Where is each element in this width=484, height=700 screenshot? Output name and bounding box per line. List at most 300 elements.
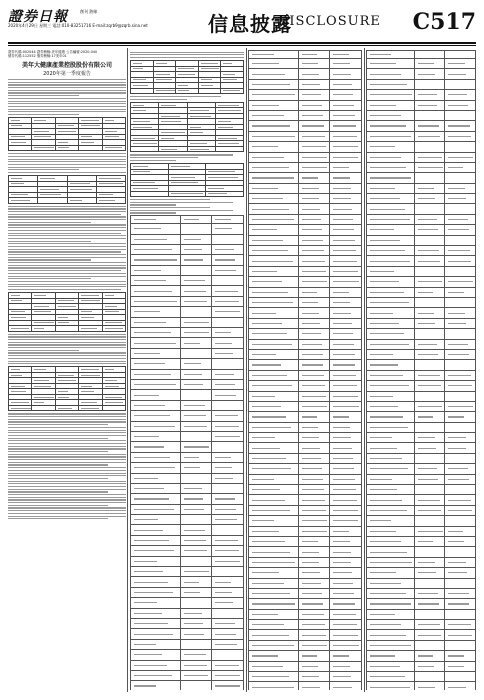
- table-cell: [131, 146, 159, 152]
- table-cell: [180, 515, 212, 525]
- table-cell: [414, 443, 445, 453]
- table-cell: [414, 505, 445, 515]
- table-cell: [298, 131, 330, 141]
- table-row: [9, 198, 126, 204]
- table-cell: [367, 557, 415, 567]
- table-cell: [445, 51, 476, 59]
- data-table: [8, 366, 126, 411]
- table-cell: [367, 90, 415, 100]
- table-row: [131, 234, 244, 244]
- table-cell: [445, 495, 476, 505]
- table-cell: [445, 121, 476, 131]
- table-cell: [414, 173, 445, 183]
- table-cell: [414, 578, 445, 588]
- column-report-text: [8, 50, 126, 690]
- text-line: [8, 456, 126, 457]
- table-cell: [367, 246, 415, 256]
- table-cell: [131, 234, 181, 244]
- table-row: [131, 286, 244, 296]
- table-cell: [445, 194, 476, 204]
- text-line: [130, 96, 221, 97]
- table-cell: [298, 69, 330, 79]
- statement-table: [248, 50, 362, 690]
- table-cell: [102, 405, 125, 411]
- table-cell: [445, 339, 476, 349]
- table-cell: [367, 609, 415, 619]
- table-cell: [131, 608, 181, 618]
- table-cell: [330, 266, 362, 276]
- table-row: [249, 121, 362, 131]
- table-cell: [445, 370, 476, 380]
- text-line: [8, 481, 126, 482]
- data-table: [8, 117, 126, 151]
- table-cell: [445, 505, 476, 515]
- text-line: [8, 478, 108, 479]
- table-cell: [180, 525, 212, 535]
- table-cell: [131, 296, 181, 306]
- table-cell: [414, 599, 445, 609]
- text-line: [130, 57, 244, 58]
- table-row: [249, 318, 362, 328]
- text-line: [8, 513, 126, 514]
- table-row: [131, 216, 244, 224]
- table-cell: [298, 620, 330, 630]
- table-row: [249, 391, 362, 401]
- table-cell: [298, 204, 330, 214]
- text-line: [8, 172, 126, 173]
- table-cell: [367, 110, 415, 120]
- table-cell: [330, 526, 362, 536]
- table-cell: [445, 297, 476, 307]
- table-cell: [367, 640, 415, 650]
- table-cell: [330, 422, 362, 432]
- table-row: [131, 317, 244, 327]
- table-cell: [249, 588, 299, 598]
- table-cell: [445, 90, 476, 100]
- text-line: [8, 464, 108, 465]
- table-cell: [330, 588, 362, 598]
- table-cell: [298, 433, 330, 443]
- table-cell: [249, 339, 299, 349]
- table-cell: [131, 411, 181, 421]
- table-cell: [298, 225, 330, 235]
- table-cell: [206, 191, 244, 197]
- table-cell: [131, 535, 181, 545]
- table-cell: [131, 276, 181, 286]
- text-line: [8, 219, 126, 220]
- table-cell: [131, 390, 181, 400]
- table-row: [131, 244, 244, 254]
- table-cell: [212, 369, 244, 379]
- table-row: [249, 131, 362, 141]
- table-row: [249, 349, 362, 359]
- table-cell: [212, 379, 244, 389]
- table-cell: [445, 453, 476, 463]
- table-row: [131, 681, 244, 690]
- text-line: [8, 491, 108, 492]
- table-cell: [445, 277, 476, 287]
- table-cell: [298, 505, 330, 515]
- table-row: [367, 142, 476, 152]
- table-row: [367, 235, 476, 245]
- income-statement-body: [366, 50, 476, 690]
- table-cell: [330, 505, 362, 515]
- table-row: [367, 401, 476, 411]
- table-cell: [298, 308, 330, 318]
- table-cell: [445, 308, 476, 318]
- table-cell: [298, 329, 330, 339]
- text-line: [8, 416, 126, 417]
- table-cell: [212, 639, 244, 649]
- table-cell: [414, 536, 445, 546]
- table-cell: [153, 88, 176, 94]
- table-cell: [330, 162, 362, 172]
- text-line: [8, 109, 126, 110]
- table-row: [249, 485, 362, 495]
- text-line: [8, 467, 126, 468]
- table-cell: [249, 505, 299, 515]
- table-row: [249, 51, 362, 59]
- text-line: [8, 84, 126, 85]
- table-cell: [131, 463, 181, 473]
- table-cell: [131, 494, 181, 504]
- table-cell: [131, 681, 181, 690]
- table-cell: [212, 483, 244, 493]
- table-cell: [55, 326, 78, 332]
- table-row: [9, 145, 126, 151]
- table-cell: [367, 433, 415, 443]
- table-cell: [249, 557, 299, 567]
- text-line: [8, 214, 121, 215]
- table-cell: [131, 525, 181, 535]
- table-cell: [414, 131, 445, 141]
- table-cell: [445, 578, 476, 588]
- table-cell: [367, 277, 415, 287]
- table-cell: [249, 536, 299, 546]
- text-line: [8, 270, 121, 271]
- table-cell: [445, 547, 476, 557]
- table-cell: [367, 256, 415, 266]
- text-line: [8, 352, 126, 353]
- table-cell: [32, 145, 55, 151]
- table-row: [249, 588, 362, 598]
- table-cell: [249, 297, 299, 307]
- text-line: [8, 427, 126, 428]
- table-cell: [212, 681, 244, 690]
- table-cell: [414, 495, 445, 505]
- table-cell: [330, 661, 362, 671]
- table-row: [131, 191, 244, 197]
- text-line: [8, 224, 126, 225]
- table-cell: [298, 318, 330, 328]
- text-line: [8, 238, 126, 239]
- table-cell: [212, 390, 244, 400]
- table-cell: [298, 557, 330, 567]
- table-cell: [212, 629, 244, 639]
- table-cell: [249, 100, 299, 110]
- table-cell: [249, 651, 299, 661]
- table-row: [131, 296, 244, 306]
- text-line: [8, 489, 126, 490]
- table-cell: [249, 69, 299, 79]
- text-line: [8, 222, 91, 223]
- financial-tables-body: [130, 52, 244, 691]
- table-cell: [445, 349, 476, 359]
- table-row: [249, 557, 362, 567]
- table-cell: [445, 59, 476, 69]
- table-row: [131, 146, 244, 152]
- text-line: [8, 259, 91, 260]
- table-cell: [298, 640, 330, 650]
- table-row: [249, 443, 362, 453]
- text-line: [8, 211, 126, 212]
- table-cell: [212, 255, 244, 265]
- text-line: [8, 161, 126, 162]
- text-line: [8, 355, 126, 356]
- table-cell: [249, 308, 299, 318]
- table-cell: [367, 536, 415, 546]
- table-row: [367, 370, 476, 380]
- table-cell: [445, 318, 476, 328]
- table-row: [249, 69, 362, 79]
- text-line: [8, 334, 126, 335]
- table-cell: [298, 266, 330, 276]
- table-cell: [367, 568, 415, 578]
- table-row: [249, 142, 362, 152]
- table-cell: [414, 51, 445, 59]
- table-cell: [330, 256, 362, 266]
- table-cell: [414, 329, 445, 339]
- table-cell: [180, 307, 212, 317]
- table-row: [367, 453, 476, 463]
- table-cell: [330, 401, 362, 411]
- table-cell: [180, 587, 212, 597]
- table-cell: [330, 360, 362, 370]
- table-row: [367, 536, 476, 546]
- table-cell: [131, 421, 181, 431]
- table-cell: [180, 359, 212, 369]
- table-cell: [414, 547, 445, 557]
- table-row: [249, 620, 362, 630]
- table-cell: [298, 79, 330, 89]
- table-cell: [180, 556, 212, 566]
- text-line: [8, 499, 126, 500]
- table-cell: [330, 474, 362, 484]
- table-row: [131, 390, 244, 400]
- table-cell: [249, 110, 299, 120]
- table-cell: [445, 516, 476, 526]
- table-cell: [212, 494, 244, 504]
- text-line: [130, 99, 187, 100]
- table-cell: [212, 400, 244, 410]
- table-cell: [249, 547, 299, 557]
- text-line: [8, 233, 121, 234]
- text-line: [8, 336, 126, 337]
- text-line: [8, 289, 121, 290]
- table-cell: [414, 162, 445, 172]
- table-cell: [212, 577, 244, 587]
- table-cell: [330, 516, 362, 526]
- text-line: [8, 339, 126, 340]
- text-line: [8, 432, 126, 433]
- table-cell: [180, 473, 212, 483]
- table-row: [131, 265, 244, 275]
- text-line: [8, 241, 91, 242]
- table-cell: [298, 287, 330, 297]
- table-row: [131, 670, 244, 680]
- table-row: [249, 433, 362, 443]
- table-cell: [180, 216, 212, 224]
- table-cell: [330, 433, 362, 443]
- table-row: [249, 100, 362, 110]
- table-cell: [249, 391, 299, 401]
- table-row: [367, 110, 476, 120]
- table-cell: [367, 79, 415, 89]
- table-cell: [131, 639, 181, 649]
- table-cell: [212, 411, 244, 421]
- table-cell: [212, 338, 244, 348]
- table-row: [131, 369, 244, 379]
- table-cell: [212, 265, 244, 275]
- table-row: [367, 256, 476, 266]
- table-cell: [249, 142, 299, 152]
- table-cell: [102, 145, 125, 151]
- table-cell: [414, 79, 445, 89]
- table-cell: [445, 152, 476, 162]
- table-cell: [131, 629, 181, 639]
- table-cell: [298, 568, 330, 578]
- text-line: [130, 212, 176, 213]
- signature-block: [366, 655, 476, 690]
- table-cell: [445, 225, 476, 235]
- table-cell: [180, 494, 212, 504]
- text-line: [8, 347, 126, 348]
- table-cell: [445, 412, 476, 422]
- table-cell: [298, 173, 330, 183]
- table-row: [249, 183, 362, 193]
- table-cell: [212, 224, 244, 234]
- table-row: [367, 214, 476, 224]
- table-cell: [445, 329, 476, 339]
- table-cell: [131, 546, 181, 556]
- table-cell: [249, 183, 299, 193]
- table-row: [131, 379, 244, 389]
- table-cell: [367, 485, 415, 495]
- table-cell: [330, 69, 362, 79]
- table-cell: [298, 661, 330, 671]
- table-cell: [330, 464, 362, 474]
- table-cell: [249, 51, 299, 59]
- table-row: [249, 474, 362, 484]
- table-cell: [298, 422, 330, 432]
- column-divider: [127, 48, 128, 692]
- table-cell: [131, 473, 181, 483]
- table-cell: [249, 609, 299, 619]
- table-cell: [414, 381, 445, 391]
- table-cell: [212, 535, 244, 545]
- table-cell: [131, 483, 181, 493]
- text-line: [8, 510, 126, 511]
- table-row: [9, 405, 126, 411]
- table-cell: [367, 360, 415, 370]
- table-row: [367, 308, 476, 318]
- table-cell: [298, 214, 330, 224]
- table-row: [131, 452, 244, 462]
- table-cell: [367, 401, 415, 411]
- table-cell: [367, 339, 415, 349]
- table-cell: [249, 485, 299, 495]
- table-cell: [298, 51, 330, 59]
- page-number: C517: [412, 9, 476, 35]
- table-cell: [131, 442, 181, 452]
- table-cell: [131, 265, 181, 275]
- table-cell: [249, 235, 299, 245]
- table-cell: [180, 660, 212, 670]
- newspaper-logo: 證券日報: [8, 9, 68, 25]
- table-cell: [414, 59, 445, 69]
- text-line: [8, 106, 126, 107]
- table-cell: [414, 152, 445, 162]
- table-cell: [249, 422, 299, 432]
- column-financial-tables: [130, 50, 244, 690]
- table-cell: [330, 152, 362, 162]
- section-title-english: DISCLOSURE: [278, 14, 381, 29]
- data-table: [130, 60, 244, 94]
- table-cell: [131, 504, 181, 514]
- table-cell: [249, 630, 299, 640]
- table-row: [249, 599, 362, 609]
- table-cell: [445, 620, 476, 630]
- table-cell: [298, 277, 330, 287]
- table-cell: [330, 121, 362, 131]
- table-cell: [330, 51, 362, 59]
- table-cell: [249, 59, 299, 69]
- table-cell: [298, 90, 330, 100]
- table-cell: [298, 142, 330, 152]
- table-cell: [176, 88, 199, 94]
- table-row: [131, 494, 244, 504]
- table-row: [249, 453, 362, 463]
- table-cell: [249, 578, 299, 588]
- table-cell: [445, 557, 476, 567]
- table-row: [131, 504, 244, 514]
- table-cell: [330, 194, 362, 204]
- table-row: [249, 536, 362, 546]
- table-row: [131, 525, 244, 535]
- table-cell: [131, 660, 181, 670]
- table-row: [249, 370, 362, 380]
- table-row: [131, 255, 244, 265]
- table-row: [249, 516, 362, 526]
- table-cell: [330, 672, 362, 682]
- table-cell: [180, 681, 212, 690]
- table-cell: [249, 152, 299, 162]
- table-row: [131, 639, 244, 649]
- table-cell: [330, 349, 362, 359]
- table-cell: [131, 556, 181, 566]
- table-cell: [298, 194, 330, 204]
- table-cell: [298, 536, 330, 546]
- table-row: [367, 339, 476, 349]
- table-cell: [212, 421, 244, 431]
- table-row: [249, 609, 362, 619]
- table-cell: [367, 599, 415, 609]
- text-line: [8, 208, 126, 209]
- table-row: [131, 515, 244, 525]
- table-row: [367, 412, 476, 422]
- text-line: [130, 210, 233, 211]
- table-cell: [330, 609, 362, 619]
